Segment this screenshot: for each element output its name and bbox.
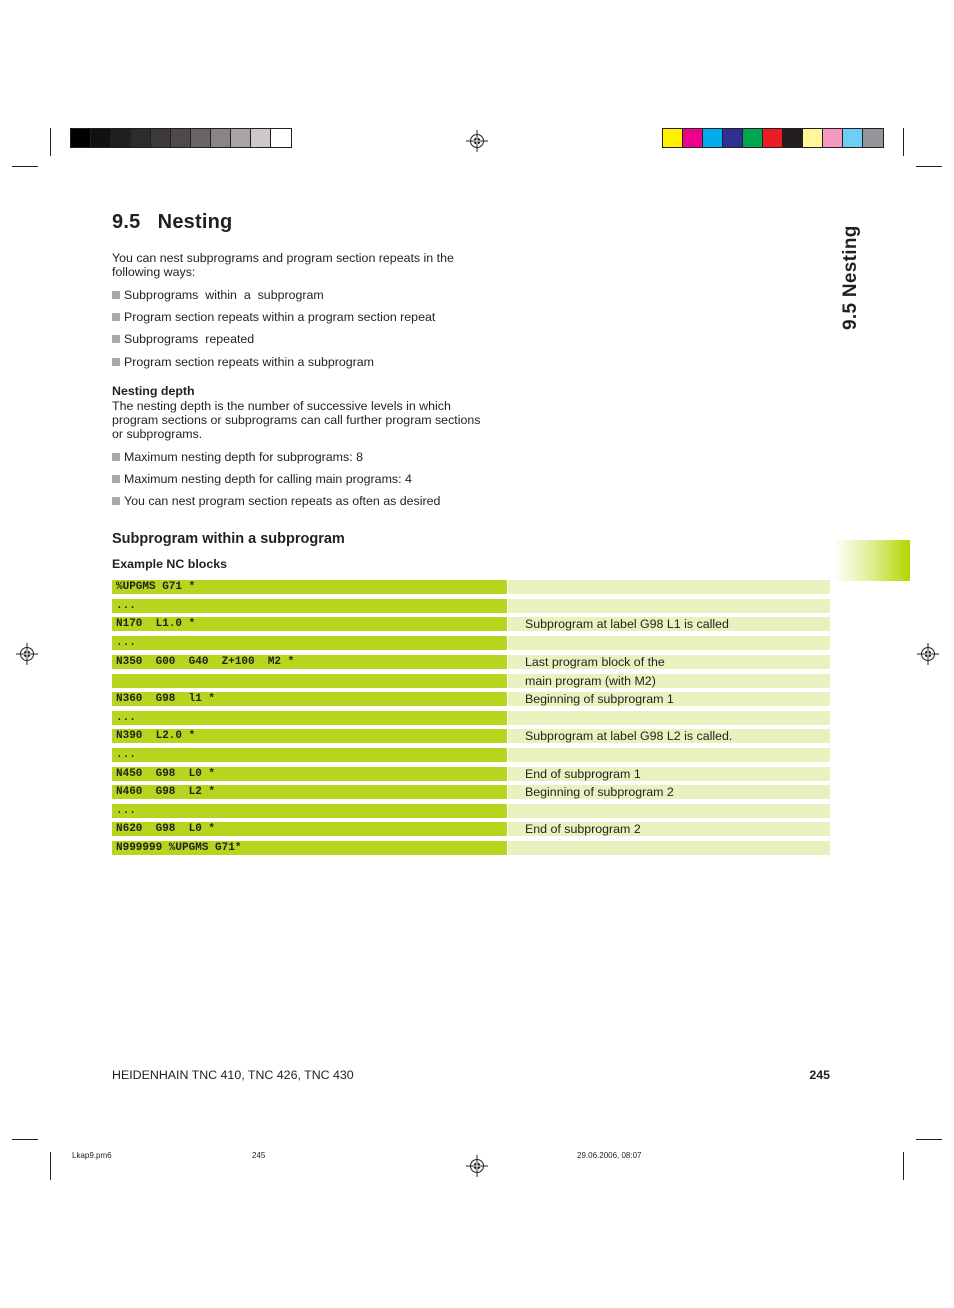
color-swatch xyxy=(803,129,823,147)
list-item: Program section repeats within a program section repeat xyxy=(112,310,435,324)
page-number: 245 xyxy=(809,1068,830,1082)
nc-code-cell: N360 G98 l1 * xyxy=(112,692,507,706)
nc-description-cell xyxy=(508,841,830,855)
side-chapter-title: 9.5 Nesting xyxy=(840,225,861,330)
color-swatch xyxy=(723,129,743,147)
color-swatch xyxy=(71,129,91,147)
nc-code-cell: N350 G00 G40 Z+100 M2 * xyxy=(112,655,507,669)
table-row xyxy=(112,636,830,650)
section-title: 9.5 Nesting xyxy=(112,211,233,233)
table-row xyxy=(112,822,830,836)
nc-code-cell: N999999 %UPGMS G71* xyxy=(112,841,507,855)
color-swatch xyxy=(763,129,783,147)
nesting-depth-paragraph xyxy=(112,399,480,441)
color-swatch xyxy=(151,129,171,147)
nc-description-cell: Beginning of subprogram 1 xyxy=(508,692,830,706)
nc-description-cell: Subprogram at label G98 L1 is called xyxy=(508,617,830,631)
table-row xyxy=(112,804,830,818)
color-swatch xyxy=(91,129,111,147)
nc-code-cell: N450 G98 L0 * xyxy=(112,767,507,781)
bullet-square-icon xyxy=(112,291,120,299)
color-swatch xyxy=(131,129,151,147)
color-swatch xyxy=(843,129,863,147)
color-swatch xyxy=(743,129,763,147)
nc-code-cell: ... xyxy=(112,748,507,762)
table-row xyxy=(112,711,830,725)
color-swatch xyxy=(683,129,703,147)
list-item: Program section repeats within a subprogram xyxy=(112,355,374,369)
nc-code-cell: N390 L2.0 * xyxy=(112,729,507,743)
bullet-square-icon xyxy=(112,475,120,483)
color-swatch xyxy=(191,129,211,147)
color-swatch xyxy=(211,129,231,147)
color-swatch xyxy=(823,129,843,147)
table-row xyxy=(112,748,830,762)
crop-mark xyxy=(916,1139,942,1140)
chapter-tab-marker xyxy=(833,540,910,581)
list-item: Subprograms repeated xyxy=(112,332,254,346)
color-swatch xyxy=(111,129,131,147)
table-row xyxy=(112,785,830,799)
intro-line: You can nest subprograms and program section repeats in the xyxy=(112,251,454,265)
nc-description-cell xyxy=(508,599,830,613)
crop-mark xyxy=(12,1139,38,1140)
crop-mark xyxy=(50,128,51,156)
registration-mark-icon xyxy=(16,643,38,665)
nc-description-cell xyxy=(508,580,830,594)
nc-description-cell: End of subprogram 1 xyxy=(508,767,830,781)
process-color-bar xyxy=(662,128,884,148)
color-swatch xyxy=(863,129,883,147)
nc-description-cell xyxy=(508,804,830,818)
bullet-square-icon xyxy=(112,335,120,343)
nc-code-cell: N460 G98 L2 * xyxy=(112,785,507,799)
list-item: Subprograms within a subprogram xyxy=(112,288,324,302)
registration-mark-icon xyxy=(917,643,939,665)
table-row xyxy=(112,580,830,594)
registration-mark-icon xyxy=(466,130,488,152)
bullet-square-icon xyxy=(112,358,120,366)
bullet-square-icon xyxy=(112,453,120,461)
subsection-title: Subprogram within a subprogram xyxy=(112,531,345,547)
nc-description-cell xyxy=(508,748,830,762)
paragraph-line: The nesting depth is the number of successive levels in which xyxy=(112,399,451,413)
registration-mark-icon xyxy=(466,1155,488,1177)
nc-description-cell: Subprogram at label G98 L2 is called. xyxy=(508,729,830,743)
nc-code-cell: ... xyxy=(112,636,507,650)
color-swatch xyxy=(251,129,271,147)
nc-description-cell: Last program block of the xyxy=(508,655,830,669)
nc-code-cell: N620 G98 L0 * xyxy=(112,822,507,836)
nc-code-cell: ... xyxy=(112,804,507,818)
table-row xyxy=(112,655,830,669)
table-row xyxy=(112,674,830,688)
paragraph-line: program sections or subprograms can call further program sections xyxy=(112,413,481,427)
slug-datetime: 29.06.2006, 08:07 xyxy=(577,1151,642,1160)
table-row xyxy=(112,599,830,613)
table-row xyxy=(112,767,830,781)
color-swatch xyxy=(171,129,191,147)
grayscale-color-bar xyxy=(70,128,292,148)
table-row xyxy=(112,692,830,706)
crop-mark xyxy=(916,166,942,167)
nc-code-cell: N170 L1.0 * xyxy=(112,617,507,631)
example-heading: Example NC blocks xyxy=(112,557,228,571)
nc-code-cell: ... xyxy=(112,711,507,725)
bullet-square-icon xyxy=(112,497,120,505)
list-item: You can nest program section repeats as often as desired xyxy=(112,494,440,508)
list-item: Maximum nesting depth for subprograms: 8 xyxy=(112,450,363,464)
nc-code-cell: ... xyxy=(112,599,507,613)
nc-description-cell xyxy=(508,711,830,725)
color-swatch xyxy=(703,129,723,147)
table-row xyxy=(112,617,830,631)
crop-mark xyxy=(50,1152,51,1180)
table-row xyxy=(112,729,830,743)
color-swatch xyxy=(271,129,291,147)
nesting-depth-heading: Nesting depth xyxy=(112,384,195,398)
footer-product: HEIDENHAIN TNC 410, TNC 426, TNC 430 xyxy=(112,1068,354,1082)
paragraph-line: or subprograms. xyxy=(112,427,203,441)
nc-code-cell xyxy=(112,674,507,688)
nc-code-cell: %UPGMS G71 * xyxy=(112,580,507,594)
color-swatch xyxy=(783,129,803,147)
slug-page: 245 xyxy=(252,1151,266,1160)
table-row xyxy=(112,841,830,855)
intro-line: following ways: xyxy=(112,265,196,279)
crop-mark xyxy=(903,128,904,156)
nc-description-cell: End of subprogram 2 xyxy=(508,822,830,836)
crop-mark xyxy=(12,166,38,167)
nc-description-cell: main program (with M2) xyxy=(508,674,830,688)
list-item: Maximum nesting depth for calling main programs: 4 xyxy=(112,472,412,486)
color-swatch xyxy=(663,129,683,147)
nc-description-cell xyxy=(508,636,830,650)
color-swatch xyxy=(231,129,251,147)
crop-mark xyxy=(903,1152,904,1180)
bullet-square-icon xyxy=(112,313,120,321)
nc-description-cell: Beginning of subprogram 2 xyxy=(508,785,830,799)
slug-filename: Lkap9.pm6 xyxy=(72,1151,112,1160)
intro-paragraph xyxy=(112,251,454,279)
